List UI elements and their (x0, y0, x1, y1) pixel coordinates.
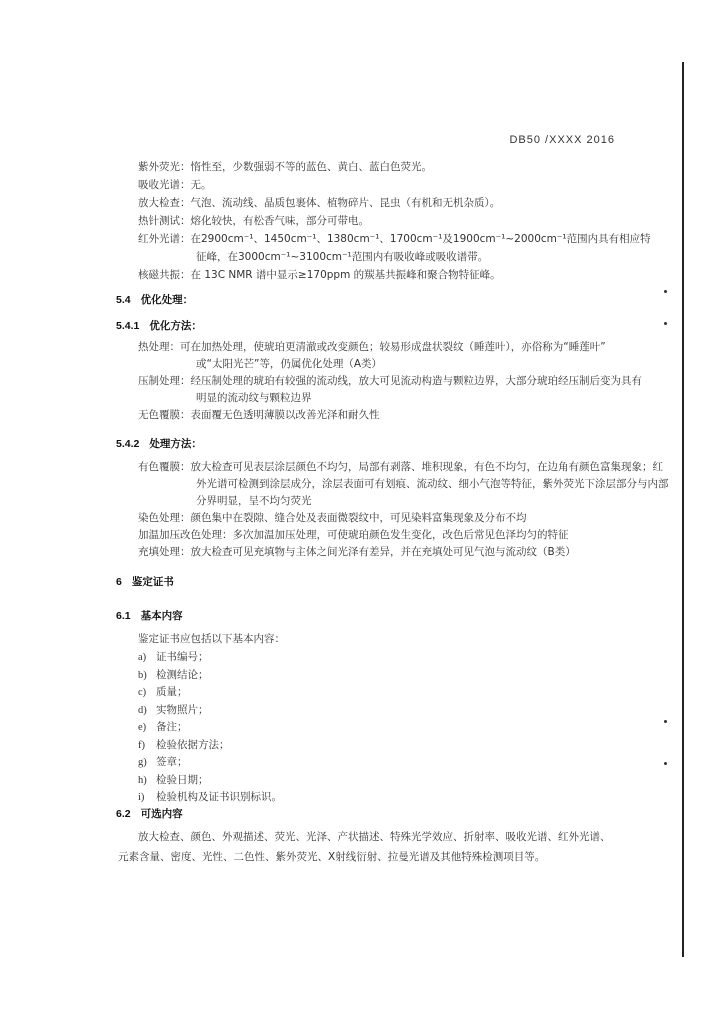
heading-title: 基本内容 (140, 610, 183, 622)
heading-5-4-1 (116, 318, 202, 333)
term-label: 放大检查： (138, 197, 191, 209)
term-text: 无。 (190, 179, 212, 191)
term-label: 有色覆膜： (138, 461, 191, 473)
list-text: 检验机构及证书识别标识。 (156, 791, 282, 803)
heading-title: 优化方法： (149, 320, 202, 332)
text-line (138, 545, 576, 559)
term-text: 在2900cm⁻¹、1450cm⁻¹、1380cm⁻¹、1700cm⁻¹及1900cm⁻¹~2000cm⁻¹范围内具有相应特 (190, 233, 651, 245)
list-item (138, 668, 209, 683)
list-item (138, 790, 282, 805)
term-label: 紫外荧光： (138, 161, 191, 173)
term-text: 熔化较快，有松香气味，部分可带电。 (190, 215, 369, 227)
term-text: 分界明显，呈不均匀荧光 (196, 495, 312, 507)
term-text: 颜色集中在裂隙、缝合处及表面微裂纹中，可见染料富集现象及分布不均 (190, 512, 527, 524)
list-marker: h) (138, 774, 147, 786)
term-label: 无色覆膜： (138, 409, 191, 421)
term-text: 多次加温加压处理，可使琥珀颜色发生变化，改色后常见色泽均匀的特征 (232, 529, 569, 541)
text-line (138, 232, 651, 246)
scan-speck (664, 322, 667, 325)
list-text: 检验日期； (156, 773, 209, 786)
standard-code-header: DB50 /XXXX 2016 (509, 134, 615, 146)
text-line (138, 214, 369, 228)
heading-5-4 (116, 292, 193, 307)
term-text: 放大检查可见充填物与主体之间光泽有差异，并在充填处可见气泡与流动纹（B类） (190, 546, 576, 558)
paragraph-line: 放大检查、颜色、外观描述、荧光、光泽、产状描述、特殊光学效应、折射率、吸收光谱、红外光谱、 (138, 831, 611, 843)
paragraph-line: 元素含量、密度、光性、二色性、紫外荧光、X射线衍射、拉曼光谱及其他特殊检测项目等。 (118, 851, 546, 863)
list-marker: e) (138, 722, 147, 733)
term-text: 放大检查可见表层涂层颜色不均匀，局部有剥落、堆积现象，有色不均匀，在边角有颜色富集现象；红 (190, 461, 663, 473)
heading-title: 可选内容 (140, 808, 183, 820)
list-text: 实物照片； (156, 703, 209, 716)
heading-number: 6.1 (116, 610, 131, 622)
heading-number: 5.4.2 (116, 438, 140, 450)
term-text: 气泡、流动线、晶质包裹体、植物碎片、昆虫（有机和无机杂质）。 (190, 197, 501, 209)
term-text: 或“太阳光芒”等，仍属优化处理（A类） (196, 358, 383, 370)
list-item (138, 720, 188, 735)
list-text: 证书编号； (156, 651, 209, 663)
scan-speck (664, 762, 667, 765)
heading-number: 5.4 (116, 294, 131, 306)
list-item (138, 650, 209, 665)
list-item (138, 738, 230, 753)
text-line (138, 477, 669, 491)
list-text: 备注； (156, 721, 188, 733)
term-text: 明显的流动纹与颗粒边界 (196, 392, 312, 404)
list-item (138, 685, 188, 700)
section-6-1-intro: 鉴定证书应包括以下基本内容： (138, 633, 285, 645)
list-marker: c) (138, 687, 147, 698)
text-line (138, 391, 312, 405)
list-item (138, 703, 209, 718)
heading-title: 优化处理： (140, 294, 194, 306)
list-text: 检验依据方法； (156, 738, 230, 751)
term-label: 红外光谱： (138, 233, 191, 245)
heading-5-4-2 (116, 436, 202, 451)
term-label: 加温加压改色处理： (138, 529, 233, 541)
term-text: 外光谱可检测到涂层成分，涂层表面可有划痕、流动纹、细小气泡等特征，紫外荧光下涂层部分与内部 (196, 478, 669, 490)
list-text: 签章； (156, 756, 188, 768)
list-marker: f) (138, 739, 145, 751)
heading-number: 6 (116, 576, 122, 588)
term-text: 经压制处理的琥珀有较强的流动线，放大可见流动构造与颗粒边界，大部分琥珀经压制后变为具有 (190, 375, 642, 387)
text-line (138, 511, 527, 525)
text-line (138, 268, 501, 282)
list-marker: i) (138, 792, 145, 803)
text-line (138, 494, 312, 508)
page-right-edge-line (682, 62, 684, 957)
term-label: 压制处理： (138, 375, 191, 387)
list-item (138, 755, 188, 770)
heading-6-2 (116, 806, 183, 821)
list-text: 质量； (156, 686, 188, 698)
heading-title: 处理方法： (149, 438, 202, 450)
heading-number: 5.4.1 (116, 320, 140, 332)
term-label: 热针测试： (138, 215, 191, 227)
heading-number: 6.2 (116, 808, 131, 820)
text-line (138, 178, 212, 192)
heading-title: 鉴定证书 (131, 576, 174, 588)
text-line (138, 408, 380, 422)
list-text: 检测结论； (156, 668, 209, 681)
text-line (138, 340, 606, 354)
list-marker: d) (138, 704, 147, 716)
heading-6-1 (116, 608, 183, 623)
text-line (138, 196, 500, 210)
term-label: 吸收光谱： (138, 179, 191, 191)
term-text: 征峰，在3000cm⁻¹~3100cm⁻¹范围内有吸收峰或吸收谱带。 (196, 251, 489, 263)
term-text: 可在加热处理，使琥珀更清澈或改变颜色；较易形成盘状裂纹（睡莲叶），亦俗称为“睡莲叶” (180, 341, 606, 353)
heading-6 (116, 574, 174, 589)
scan-speck (664, 720, 667, 723)
term-label: 充填处理： (138, 546, 191, 558)
text-line (138, 528, 569, 542)
term-text: 惰性至，少数强弱不等的蓝色、黄白、蓝白色荧光。 (190, 161, 432, 173)
text-line (138, 374, 642, 388)
term-label: 热处理： (138, 341, 180, 353)
term-label: 染色处理： (138, 512, 191, 524)
term-label: 核磁共振： (138, 269, 191, 281)
term-text: 在 13C NMR 谱中显示≥170ppm 的羰基共振峰和聚合物特征峰。 (190, 269, 501, 281)
text-line (138, 460, 663, 474)
list-item (138, 773, 209, 788)
text-line (138, 357, 382, 371)
text-line (138, 160, 432, 174)
term-text: 表面覆无色透明薄膜以改善光泽和耐久性 (190, 409, 380, 421)
list-marker: a) (138, 652, 147, 663)
text-line (138, 250, 488, 264)
scan-speck (664, 290, 667, 293)
list-marker: g) (138, 757, 147, 768)
list-marker: b) (138, 669, 147, 681)
